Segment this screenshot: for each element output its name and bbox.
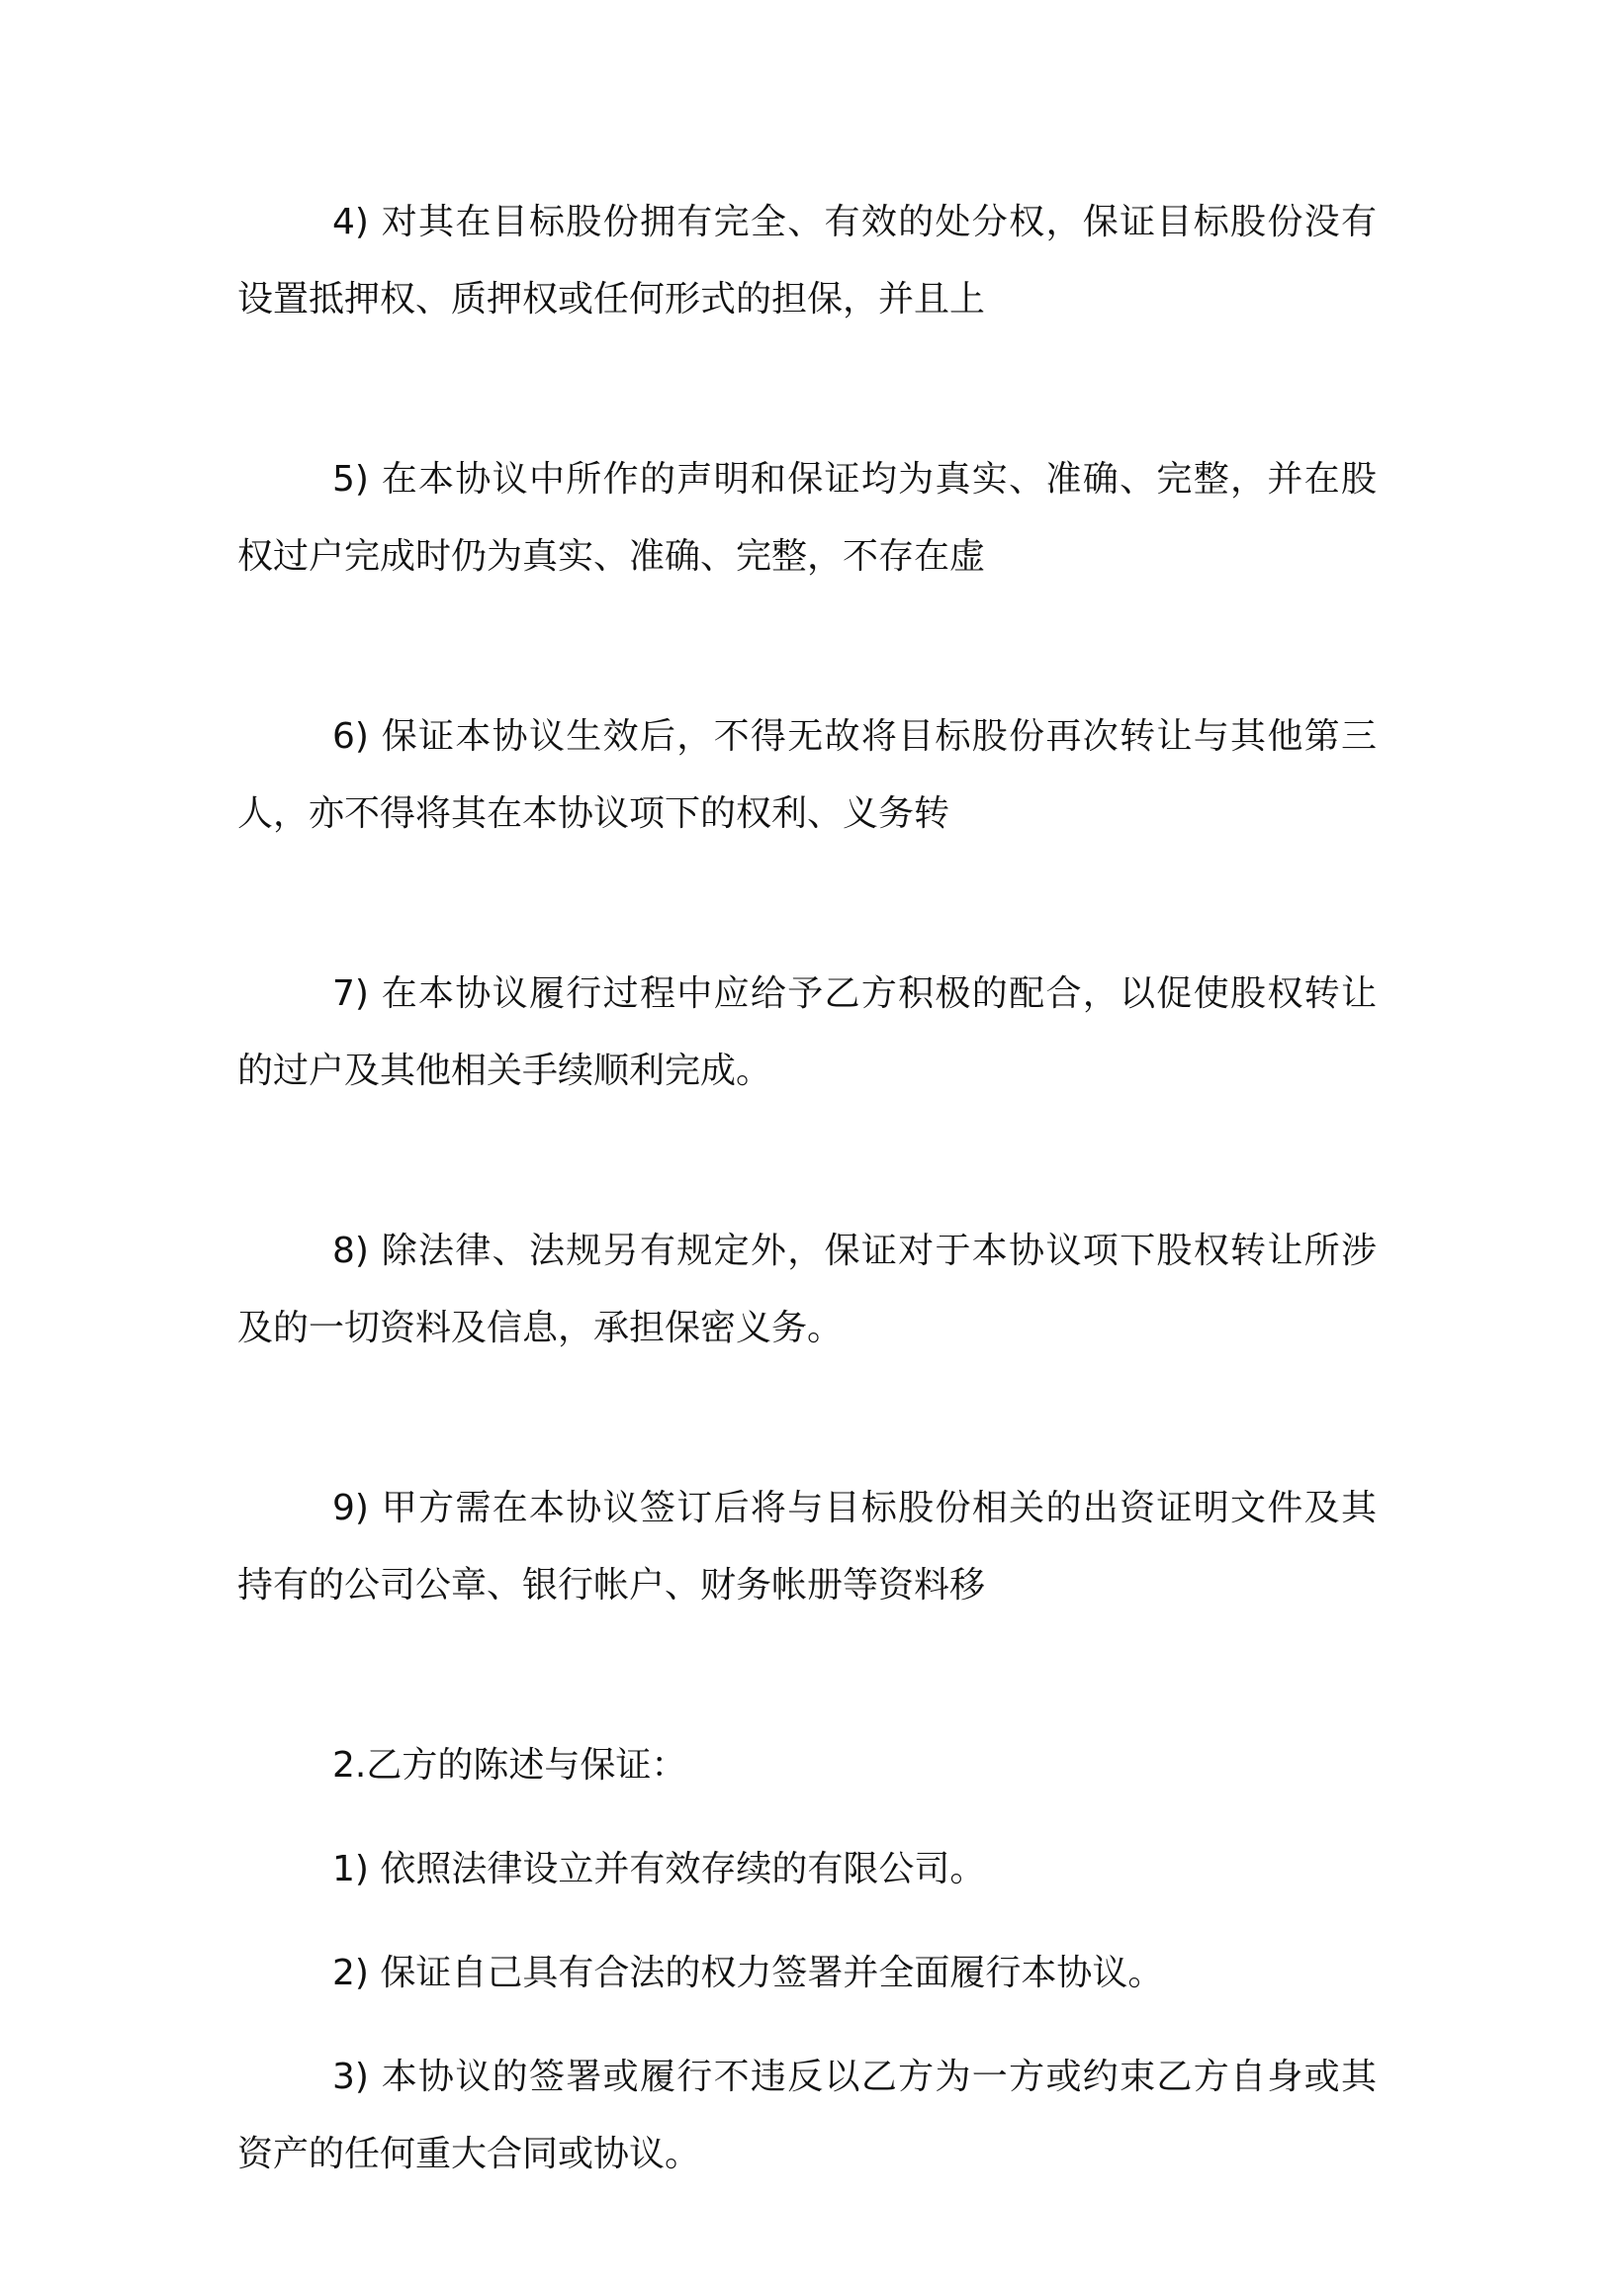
clause-4: 4) 对其在目标股份拥有完全、有效的处分权，保证目标股份没有设置抵押权、质押权或任何形式的担保，并且上 <box>237 202 1377 320</box>
party-b-clause-2: 2) 保证自己具有合法的权力签署并全面履行本协议。 <box>332 1953 1164 1993</box>
party-b-clause-1: 1) 依照法律设立并有效存续的有限公司。 <box>332 1849 986 1889</box>
clause-7: 7) 在本协议履行过程中应给予乙方积极的配合，以促使股权转让的过户及其他相关手续顺利完成。 <box>237 973 1377 1091</box>
clause-8: 8) 除法律、法规另有规定外，保证对于本协议项下股权转让所涉及的一切资料及信息，承担保密义务。 <box>237 1231 1377 1348</box>
document-body <box>237 184 1377 2296</box>
clause-6: 6) 保证本协议生效后，不得无故将目标股份再次转让与其他第三人，亦不得将其在本协议项下的权利、义务转 <box>237 716 1377 834</box>
party-b-clause-3: 3) 本协议的签署或履行不违反以乙方为一方或约束乙方自身或其资产的任何重大合同或协议。 <box>237 2057 1377 2174</box>
section-heading-party-b: 2.乙方的陈述与保证： <box>332 1745 687 1786</box>
clause-5: 5) 在本协议中所作的声明和保证均为真实、准确、完整，并在股权过户完成时仍为真实、准确、完整，不存在虚 <box>237 459 1377 577</box>
clause-9: 9) 甲方需在本协议签订后将与目标股份相关的出资证明文件及其持有的公司公章、银行帐户、财务帐册等资料移 <box>237 1488 1377 1606</box>
